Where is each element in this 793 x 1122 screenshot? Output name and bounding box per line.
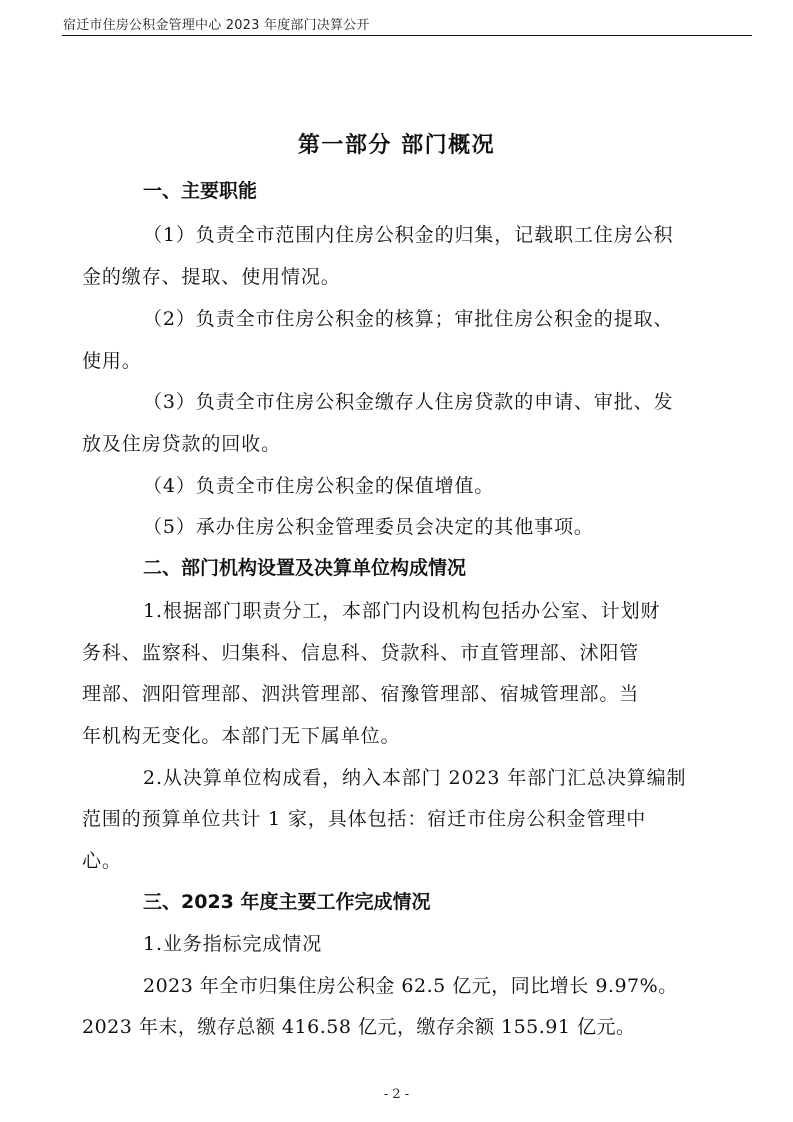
paragraph-line: 1.业务指标完成情况 — [143, 933, 323, 955]
paragraph-line: 2023 年末，缴存总额 416.58 亿元，缴存余额 155.91 亿元。 — [82, 1016, 636, 1038]
paragraph-line: 心。 — [82, 850, 122, 872]
paragraph-line: 2.从决算单位构成看，纳入本部门 2023 年部门汇总决算编制 — [143, 767, 687, 789]
paragraph-line: 1.根据部门职责分工，本部门内设机构包括办公室、计划财 — [143, 600, 661, 622]
paragraph-line: （5）承办住房公积金管理委员会决定的其他事项。 — [143, 516, 594, 538]
paragraph-line: 年机构无变化。本部门无下属单位。 — [82, 725, 401, 747]
paragraph-line: （2）负责全市住房公积金的核算；审批住房公积金的提取、 — [143, 308, 674, 330]
paragraph-line: 范围的预算单位共计 1 家，具体包括：宿迁市住房公积金管理中 — [82, 808, 647, 830]
running-header: 宿迁市住房公积金管理中心 2023 年度部门决算公开 — [63, 18, 370, 33]
paragraph-line: 务科、监察科、归集科、信息科、贷款科、市直管理部、沭阳管 — [82, 642, 640, 664]
page-number: - 2 - — [383, 1087, 410, 1102]
paragraph-line: 理部、泗阳管理部、泗洪管理部、宿豫管理部、宿城管理部。当 — [82, 683, 640, 705]
page-title: 第一部分 部门概况 — [297, 133, 496, 158]
paragraph-line: （3）负责全市住房公积金缴存人住房贷款的申请、审批、发 — [143, 391, 674, 413]
paragraph-line: 放及住房贷款的回收。 — [82, 433, 282, 455]
paragraph-line: 金的缴存、提取、使用情况。 — [82, 266, 341, 288]
section-heading-work-completion: 三、2023 年度主要工作完成情况 — [143, 891, 431, 913]
paragraph-line: 使用。 — [82, 350, 142, 372]
section-heading-functions: 一、主要职能 — [143, 180, 258, 202]
paragraph-line: 2023 年全市归集住房公积金 62.5 亿元，同比增长 9.97%。 — [143, 975, 678, 997]
paragraph-line: （1）负责全市范围内住房公积金的归集，记载职工住房公积 — [143, 224, 674, 246]
section-heading-organization: 二、部门机构设置及决算单位构成情况 — [143, 557, 467, 579]
paragraph-line: （4）负责全市住房公积金的保值增值。 — [143, 475, 495, 497]
